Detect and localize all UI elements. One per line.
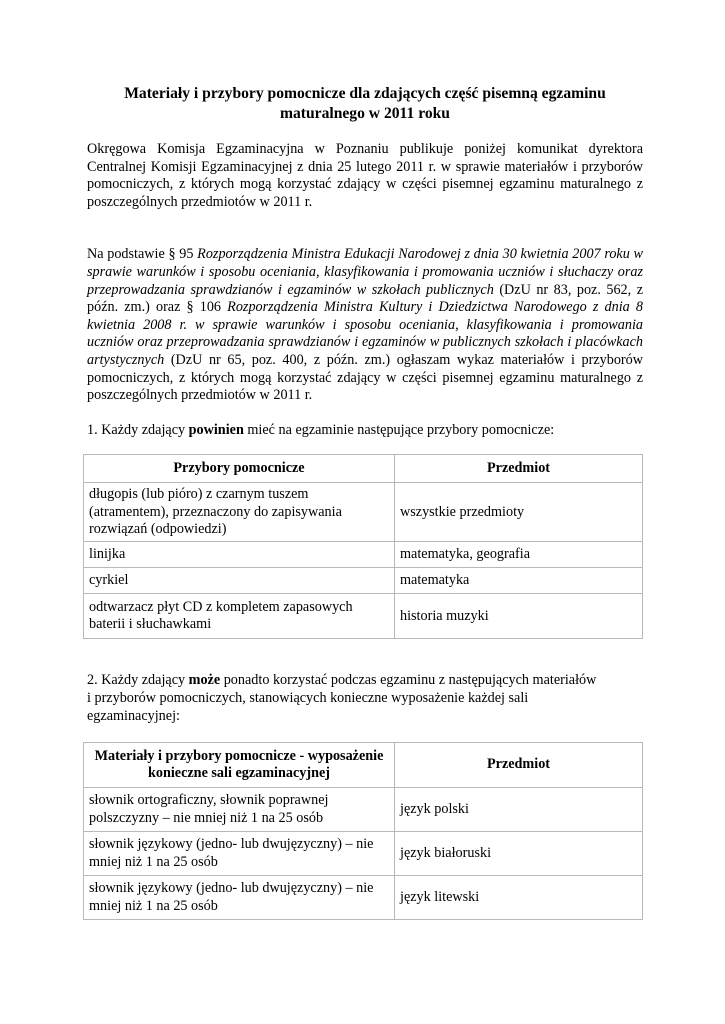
material-cell: słownik językowy (jedno- lub dwujęzyczny) – nie mniej niż 1 na 25 osób xyxy=(84,832,395,876)
table-row xyxy=(84,483,643,542)
subject-cell: historia muzyki xyxy=(395,594,643,639)
column-header-materials: Materiały i przybory pomocnicze - wyposażenie konieczne sali egzaminacyjnej xyxy=(84,743,395,788)
tool-cell: odtwarzacz płyt CD z kompletem zapasowych baterii i słuchawkami xyxy=(84,594,395,639)
required-tools-table xyxy=(83,454,643,639)
legal-text-2: (DzU nr 83, poz. 562, z późn. zm.) oraz § 106 xyxy=(87,281,643,316)
subject-cell: język białoruski xyxy=(395,832,643,876)
tool-cell: cyrkiel xyxy=(84,568,395,594)
point-2-line-3: egzaminacyjnej: xyxy=(87,707,180,724)
subject-cell: matematyka, geografia xyxy=(395,542,643,568)
document-page xyxy=(87,84,643,920)
subject-cell: matematyka xyxy=(395,568,643,594)
document-title: Materiały i przybory pomocnicze dla zdających część pisemną egzaminu maturalnego w 2011 roku xyxy=(124,85,606,122)
point-2-line-2: i przyborów pomocniczych, stanowiących konieczne wyposażenie każdej sali xyxy=(87,689,529,706)
legal-text-3: (DzU nr 65, poz. 400, z późn. zm.) ogłaszam wykaz materiałów i przyborów pomocniczych, z których mogą korzystać zdający w części pisemnej egzaminu maturalnego z poszczególnych przedmiotów w 2011 r. xyxy=(87,351,643,404)
column-header-tools: Przybory pomocnicze xyxy=(84,455,395,483)
point-1-text-end: mieć na egzaminie następujące przybory pomocnicze: xyxy=(243,421,555,438)
point-2-heading xyxy=(87,672,643,725)
regulation-2: Rozporządzenia Ministra Kultury i Dziedzictwa Narodowego z dnia 8 kwietnia 2008 r. w sprawie warunków i sposobu oceniania, klasyfikowania i promowania uczniów oraz przeprowadzania sprawdzianów i egzaminów w publicznych szkołach i placówkach artystycznych xyxy=(87,299,643,368)
intro-paragraph: Okręgowa Komisja Egzaminacyjna w Poznaniu publikuje poniżej komunikat dyrektora Centralnej Komisji Egzaminacyjnej z dnia 25 lutego 2011 r. w sprawie materiałów i przyborów pomocniczych, z których mogą korzystać zdający w części pisemnej egzaminu maturalnego z poszczególnych przedmiotów w 2011 r. xyxy=(87,141,643,210)
table-header-row xyxy=(84,455,643,483)
material-cell: słownik ortograficzny, słownik poprawnej polszczyzny – nie mniej niż 1 na 25 osób xyxy=(84,788,395,832)
subject-cell: język polski xyxy=(395,788,643,832)
point-1-emphasis: powinien xyxy=(188,421,244,438)
table-row xyxy=(84,876,643,920)
table-row xyxy=(84,568,643,594)
subject-cell: wszystkie przedmioty xyxy=(395,483,643,542)
point-1-heading xyxy=(87,422,643,440)
regulation-1: Rozporządzenia Ministra Edukacji Narodowej z dnia 30 kwietnia 2007 roku w sprawie warunków i sposobu oceniania, klasyfikowania i promowania uczniów i słuchaczy oraz przeprowadzania sprawdzianów i egzaminów w szkołach publicznych xyxy=(87,246,643,298)
column-header-subject: Przedmiot xyxy=(395,455,643,483)
tool-cell: długopis (lub pióro) z czarnym tuszem (atramentem), przeznaczony do zapisywania rozwiązań (odpowiedzi) xyxy=(84,483,395,542)
table-row xyxy=(84,832,643,876)
point-2-line-1 xyxy=(87,672,643,690)
tool-cell: linijka xyxy=(84,542,395,568)
room-equipment-table xyxy=(83,742,643,920)
point-2-text: 2. Każdy zdający xyxy=(87,672,189,689)
point-2-emphasis: może xyxy=(188,672,221,689)
table-row xyxy=(84,542,643,568)
table-row xyxy=(84,788,643,832)
table-header-row xyxy=(84,743,643,788)
point-2-text-end: ponadto korzystać podczas egzaminu z następujących materiałów xyxy=(220,672,597,689)
subject-cell: język litewski xyxy=(395,876,643,920)
point-1-text: 1. Każdy zdający xyxy=(87,421,189,438)
legal-text-1: Na podstawie § 95 xyxy=(87,246,198,263)
legal-basis-paragraph xyxy=(87,246,643,404)
table-row xyxy=(84,594,643,639)
material-cell: słownik językowy (jedno- lub dwujęzyczny) – nie mniej niż 1 na 25 osób xyxy=(84,876,395,920)
section-spacer xyxy=(87,639,643,672)
column-header-subject: Przedmiot xyxy=(395,743,643,788)
